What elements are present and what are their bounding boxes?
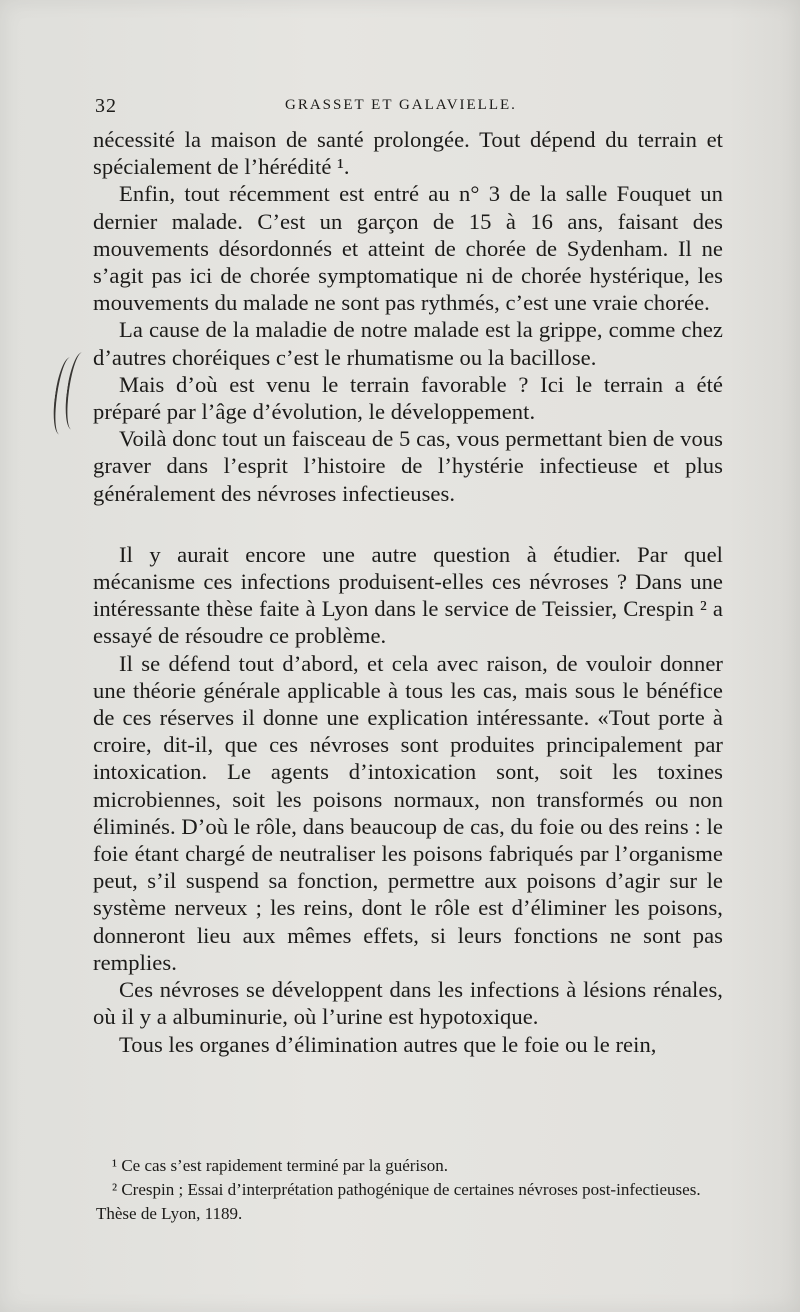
- paragraph: Il y aurait encore une autre question à étudier. Par quel mécanisme ces infections produisent-elles ces névroses ? Dans une intéressante thèse faite à Lyon dans le service de Teissier, Crespin ² a essayé de résoudre ce problème.: [93, 541, 723, 649]
- running-head: GRASSET ET GALAVIELLE.: [285, 97, 517, 113]
- paragraph: nécessité la maison de santé prolongée. Tout dépend du terrain et spécialement de l’hérédité ¹.: [93, 127, 723, 180]
- footnote: ² Crespin ; Essai d’interprétation pathogénique de certaines névroses post-infectieuses. Thèse de Lyon, 1189.: [96, 1180, 701, 1223]
- footnote: ¹ Ce cas s’est rapidement terminé par la guérison.: [112, 1156, 449, 1175]
- paragraph: Voilà donc tout un faisceau de 5 cas, vous permettant bien de vous graver dans l’esprit l’histoire de l’hystérie infectieuse et plus généralement des névroses infectieuses.: [93, 426, 723, 506]
- paragraph: La cause de la maladie de notre malade est la grippe, comme chez d’autres choréiques c’est le rhumatisme ou la bacillose.: [93, 317, 723, 370]
- page-shadow: [730, 0, 800, 1312]
- section-gap: [93, 507, 723, 541]
- footnotes: [96, 1154, 716, 1226]
- paragraph: Il se défend tout d’abord, et cela avec raison, de vouloir donner une théorie générale applicable à tous les cas, mais sous le bénéfice de ces réserves il donne une explication intéressante. «Tout porte à croire, dit-il, que ces névroses sont produites principalement par intoxication. Le agents d’intoxication sont, soit les toxines microbiennes, soit les poisons normaux, non transformés ou non éliminés. D’où le rôle, dans beaucoup de cas, du foie ou des reins : le foie étant chargé de neutraliser les poisons fabriqués par l’organisme peut, s’il suspend sa fonction, permettre aux poisons d’agir sur le système nerveux ; les reins, dont le rôle est d’éliminer les poisons, donneront lieu aux mêmes effets, si leurs fonctions ne sont pas remplies.: [93, 650, 723, 975]
- page-number: 32: [95, 95, 117, 117]
- paragraph: Mais d’où est venu le terrain favorable ? Ici le terrain a été préparé par l’âge d’évolution, le développement.: [93, 371, 723, 425]
- page-header: [95, 95, 720, 125]
- main-text: [93, 126, 723, 1058]
- handwritten-margin-bracket: [55, 350, 89, 440]
- paragraph: Tous les organes d’élimination autres que le foie ou le rein,: [119, 1031, 657, 1057]
- paragraph: Enfin, tout récemment est entré au n° 3 de la salle Fouquet un dernier malade. C’est un garçon de 15 à 16 ans, faisant des mouvements désordonnés et atteint de chorée de Sydenham. Il ne s’agit pas ici de chorée symptomatique ni de chorée hystérique, les mouvements du malade ne sont pas rythmés, c’est une vraie chorée.: [93, 181, 723, 316]
- paragraph: Ces névroses se développent dans les infections à lésions rénales, où il y a albuminurie, où l’urine est hypotoxique.: [93, 977, 723, 1030]
